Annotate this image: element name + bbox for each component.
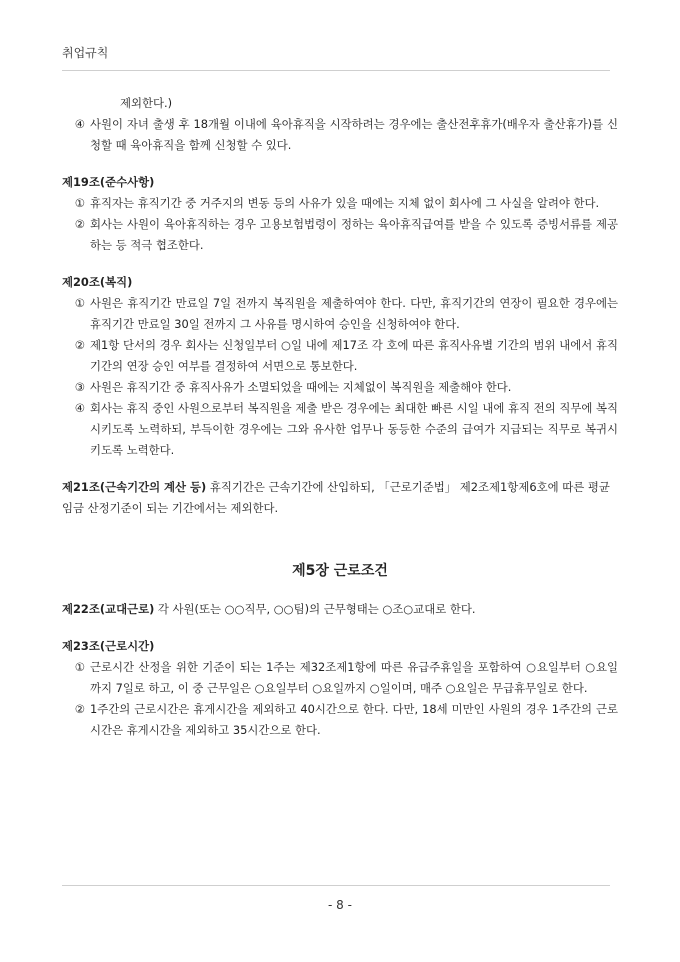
page-number: - 8 - <box>328 898 352 912</box>
article-21-text: 휴직기간은 근속기간에 산입하되, 「근로기준법」 제2조제1항제6호에 따른 평균임금 산정기준이 되는 기간에서는 제외한다. <box>62 480 610 515</box>
paragraph-text: 회사는 사원이 육아휴직하는 경우 고용보험법령이 정하는 육아휴직급여를 받을 수 있도록 증빙서류를 제공하는 등 적극 협조한다. <box>90 217 618 252</box>
paragraph-text: 제1항 단서의 경우 회사는 신청일부터 ○일 내에 제17조 각 호에 따른 휴직사유별 기간의 범위 내에서 휴직기간의 연장 승인 여부를 결정하여 서면으로 통보한다. <box>90 338 618 373</box>
article-21 <box>62 477 618 519</box>
article-21-title: 제21조(근속기간의 계산 등) <box>62 480 207 494</box>
paragraph-number: ② <box>74 338 85 352</box>
footer-divider <box>62 885 610 886</box>
paragraph-text: 사원이 자녀 출생 후 18개월 이내에 육아휴직을 시작하려는 경우에는 출산전후휴가(배우자 출산휴가)를 신청할 때 육아휴직을 함께 신청할 수 있다. <box>90 117 618 152</box>
paragraph-text: 회사는 휴직 중인 사원으로부터 복직원을 제출 받은 경우에는 최대한 빠른 시일 내에 휴직 전의 직무에 복직시키도록 노력하되, 부득이한 경우에는 그와 유사한 업무나 동등한 수준의 급여가 지급되는 직무로 복귀시키도록 노력한다. <box>90 401 618 457</box>
document-body <box>62 93 618 741</box>
article-20-item <box>62 293 618 335</box>
article-19-title: 제19조(준수사항) <box>62 175 155 189</box>
article-23-item <box>62 699 618 741</box>
article-23-item <box>62 657 618 699</box>
paragraph-number: ② <box>74 217 85 231</box>
article-22 <box>62 599 618 620</box>
article-20-title: 제20조(복직) <box>62 275 133 289</box>
article-19-item <box>62 193 618 214</box>
paragraph-number: ④ <box>74 401 85 415</box>
paragraph-text: 사원은 휴직기간 중 휴직사유가 소멸되었을 때에는 지체없이 복직원을 제출해야 한다. <box>90 380 512 394</box>
paragraph-number: ② <box>74 702 85 716</box>
paragraph-number: ③ <box>74 380 85 394</box>
running-header: 취업규칙 <box>62 46 109 60</box>
article-20-item <box>62 335 618 377</box>
header-divider <box>62 70 610 71</box>
article-23-title: 제23조(근로시간) <box>62 639 155 653</box>
article-19-item <box>62 214 618 256</box>
article-22-text: 각 사원(또는 ○○직무, ○○팀)의 근무형태는 ○조○교대로 한다. <box>154 602 476 616</box>
article-20-item <box>62 398 618 461</box>
paragraph-number: ① <box>74 196 85 210</box>
paragraph-text: 근로시간 산정을 위한 기준이 되는 1주는 제32조제1항에 따른 유급주휴일을 포함하여 ○요일부터 ○요일까지 7일로 하고, 이 중 근무일은 ○요일부터 ○요일까지 ○일이며, 매주 ○요일은 무급휴무일로 한다. <box>90 660 618 695</box>
paragraph-number: ① <box>74 660 85 674</box>
article-20-item <box>62 377 618 398</box>
paragraph-number: ① <box>74 296 85 310</box>
article-22-title: 제22조(교대근로) <box>62 602 155 616</box>
chapter-5-title: 제5장 근로조건 <box>292 563 388 579</box>
paragraph-number: ④ <box>74 117 85 131</box>
paragraph-text: 휴직자는 휴직기간 중 거주지의 변동 등의 사유가 있을 때에는 지체 없이 회사에 그 사실을 알려야 한다. <box>90 196 600 210</box>
paragraph-text: 1주간의 근로시간은 휴게시간을 제외하고 40시간으로 한다. 다만, 18세 미만인 사원의 경우 1주간의 근로시간은 휴게시간을 제외하고 35시간으로 한다. <box>90 702 618 737</box>
continuation-text: 제외한다.) <box>120 96 173 110</box>
paragraph-4 <box>62 114 618 156</box>
paragraph-text: 사원은 휴직기간 만료일 7일 전까지 복직원을 제출하여야 한다. 다만, 휴직기간의 연장이 필요한 경우에는 휴직기간 만료일 30일 전까지 그 사유를 명시하여 승인을 신청하여야 한다. <box>90 296 618 331</box>
